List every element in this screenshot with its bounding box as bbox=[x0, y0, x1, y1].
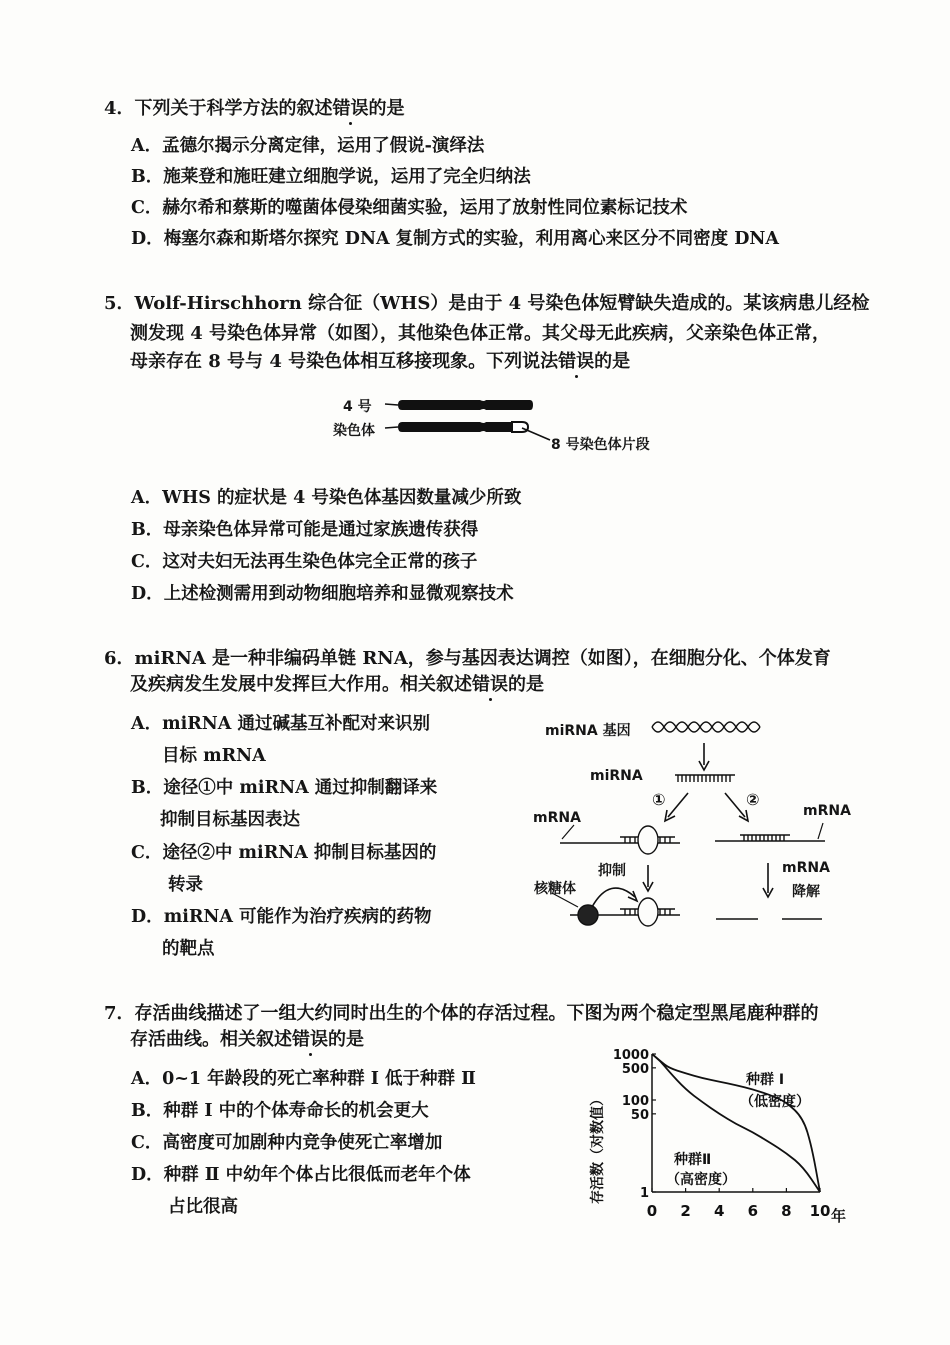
q6-stem bbox=[104, 646, 884, 698]
q5-stem-emph: 错误 bbox=[558, 351, 595, 372]
survival-chart bbox=[580, 1040, 860, 1230]
option-text: 赫尔希和蔡斯的噬菌体侵染细菌实验，运用了放射性同位素标记技术 bbox=[162, 198, 688, 218]
mrna-right-label: mRNA bbox=[803, 803, 851, 819]
option-letter: D． bbox=[131, 584, 164, 604]
q4-stem-text: 下列关于科学方法的叙述 bbox=[134, 98, 333, 119]
series-1-label-2: （低密度） bbox=[740, 1094, 810, 1110]
option-letter: D． bbox=[131, 907, 164, 927]
q6-line1-text: miRNA 是一种非编码单链 RNA，参与基因表达调控（如图），在细胞分化、个体发育 bbox=[134, 648, 831, 669]
q5-number: 5． bbox=[104, 293, 135, 314]
x-axis-unit: 年 bbox=[831, 1207, 847, 1225]
q6-line2-text: 及疾病发生发展中发挥巨大作用。相关叙述 bbox=[130, 674, 472, 695]
option-text: 这对夫妇无法再生染色体完全正常的孩子 bbox=[162, 552, 478, 572]
q7-option-a bbox=[131, 1067, 476, 1091]
q5-stem-line3 bbox=[104, 349, 874, 375]
arrow-path-1 bbox=[668, 793, 688, 817]
option-letter: A． bbox=[131, 714, 163, 734]
option-letter: C． bbox=[131, 1133, 163, 1153]
q7-option-c bbox=[131, 1131, 442, 1155]
y-tick-label: 50 bbox=[630, 1107, 649, 1123]
y-tick-label: 1 bbox=[639, 1186, 649, 1201]
label-pointer-top bbox=[385, 404, 398, 405]
series-2-label-2: （高密度） bbox=[666, 1172, 736, 1188]
option-text: 途径②中 miRNA 抑制目标基因的 bbox=[162, 843, 437, 863]
x-tick-label: 10 bbox=[809, 1202, 831, 1220]
mirna-strand bbox=[675, 775, 735, 782]
path-2-label: ② bbox=[746, 790, 760, 809]
q5-option-c bbox=[131, 550, 477, 574]
q6-option-c bbox=[131, 841, 436, 897]
x-tick-label: 4 bbox=[713, 1202, 725, 1220]
option-line-1 bbox=[131, 1163, 471, 1187]
ribosome-label: 核糖体 bbox=[534, 881, 576, 897]
option-text: 高密度可加剧种内竞争使死亡率增加 bbox=[162, 1133, 443, 1153]
option-text: miRNA 可能作为治疗疾病的药物 bbox=[163, 907, 432, 927]
q6-option-d bbox=[131, 905, 432, 961]
q7-option-b bbox=[131, 1099, 429, 1123]
label-pointer-bottom bbox=[385, 427, 398, 428]
option-line-2: 目标 mRNA bbox=[162, 746, 266, 766]
mirna-figure bbox=[530, 715, 860, 945]
option-line-1 bbox=[131, 776, 437, 800]
chromosome-figure bbox=[380, 390, 560, 450]
option-text: 0~1 年龄段的死亡率种群 Ⅰ 低于种群 Ⅱ bbox=[162, 1069, 476, 1089]
q4-stem-tail: 的是 bbox=[368, 98, 405, 119]
option-letter: D． bbox=[131, 1165, 164, 1185]
q7-line2-text: 存活曲线。相关叙述 bbox=[130, 1029, 292, 1050]
option-line-1 bbox=[131, 841, 436, 865]
mrna-left-complex bbox=[560, 825, 680, 854]
option-text: 种群 Ⅰ 中的个体寿命长的机会更大 bbox=[163, 1101, 429, 1121]
option-text: 梅塞尔森和斯塔尔探究 DNA 复制方式的实验，利用离心来区分不同密度 DNA bbox=[163, 229, 779, 249]
inhibit-label: 抑制 bbox=[598, 863, 626, 879]
q7-option-d bbox=[131, 1163, 471, 1219]
q5-stem-line2: 测发现 4 号染色体异常（如图），其他染色体正常。其父母无此疾病，父亲染色体正常， bbox=[130, 323, 831, 344]
q7-line1-text: 存活曲线描述了一组大约同时出生的个体的存活过程。下图为两个稳定型黑尾鹿种群的 bbox=[134, 1003, 819, 1024]
option-text: 母亲染色体异常可能是通过家族遗传获得 bbox=[163, 520, 479, 540]
q4-option-c bbox=[131, 196, 687, 220]
option-text: 施莱登和施旺建立细胞学说，运用了完全归纳法 bbox=[163, 167, 531, 187]
degrade-label-1: mRNA bbox=[782, 860, 830, 876]
chromosome-label-bottom: 染色体 bbox=[333, 423, 375, 439]
option-line-1 bbox=[131, 712, 430, 736]
series-2-label-1: 种群Ⅱ bbox=[674, 1152, 712, 1168]
q4-option-a bbox=[131, 134, 484, 158]
chromosome-label-top: 4 号 bbox=[343, 399, 372, 415]
x-tick-label: 0 bbox=[646, 1202, 658, 1220]
q5-option-d bbox=[131, 582, 514, 606]
q4-option-d bbox=[131, 227, 779, 251]
q6-stem-line1 bbox=[104, 646, 884, 672]
q7-number: 7． bbox=[104, 1003, 135, 1024]
series-1-label-1: 种群 Ⅰ bbox=[746, 1072, 785, 1088]
option-text: 种群 Ⅱ 中幼年个体占比很低而老年个体 bbox=[163, 1165, 471, 1185]
q5-stem-line1 bbox=[104, 291, 874, 317]
option-letter: C． bbox=[131, 843, 163, 863]
q5-stem bbox=[104, 291, 874, 375]
y-tick-label: 100 bbox=[621, 1094, 649, 1109]
fragment-label: 8 号染色体片段 bbox=[551, 437, 650, 453]
option-text: 途径①中 miRNA 通过抑制翻译来 bbox=[163, 778, 438, 798]
option-letter: A． bbox=[131, 136, 163, 156]
x-tick-label: 6 bbox=[747, 1202, 759, 1220]
option-text: 上述检测需用到动物细胞培养和显微观察技术 bbox=[163, 584, 514, 604]
y-tick-label: 1000 bbox=[612, 1048, 649, 1063]
q5-stem-tail: 的是 bbox=[594, 351, 631, 372]
option-letter: B． bbox=[131, 1101, 164, 1121]
path-1-label: ① bbox=[652, 790, 666, 809]
y-tick-label: 500 bbox=[621, 1061, 649, 1077]
q6-option-a bbox=[131, 712, 430, 768]
option-letter: A． bbox=[131, 488, 163, 508]
mirna-gene-label: miRNA 基因 bbox=[545, 723, 631, 739]
y-axis-label: 存活数（对数值） bbox=[590, 1092, 606, 1204]
q5-option-a bbox=[131, 486, 521, 510]
option-text: miRNA 通过碱基互补配对来识别 bbox=[162, 714, 430, 734]
q6-option-b bbox=[131, 776, 437, 832]
q7-stem-tail: 的是 bbox=[328, 1029, 364, 1050]
q7-stem-line1 bbox=[104, 1001, 884, 1027]
arrow-path-2 bbox=[725, 793, 745, 817]
option-line-1 bbox=[131, 905, 432, 929]
degrade-label-2: 降解 bbox=[792, 884, 820, 900]
option-letter: B． bbox=[131, 167, 164, 187]
q6-number: 6． bbox=[104, 648, 135, 669]
option-letter: C． bbox=[131, 198, 163, 218]
option-letter: A． bbox=[131, 1069, 163, 1089]
option-text: WHS 的症状是 4 号染色体基因数量减少所致 bbox=[162, 488, 522, 508]
q4-stem bbox=[104, 96, 405, 122]
mirna-gene-helix bbox=[652, 722, 760, 732]
mirna-label: miRNA bbox=[590, 768, 643, 784]
fragment-8 bbox=[512, 422, 528, 432]
chromosome-abnormal bbox=[398, 422, 512, 432]
x-tick-label: 2 bbox=[680, 1202, 691, 1220]
ribosome-complex bbox=[552, 893, 680, 926]
mrna-right-complex bbox=[715, 823, 825, 841]
q7-stem-emph: 错误 bbox=[292, 1029, 328, 1050]
q6-stem-emph: 错误 bbox=[472, 674, 508, 695]
option-letter: D． bbox=[131, 229, 164, 249]
q5-line1-text: Wolf-Hirschhorn 综合征（WHS）是由于 4 号染色体短臂缺失造成的。某该病患儿经检 bbox=[134, 293, 870, 314]
x-tick-label: 8 bbox=[781, 1202, 792, 1220]
q5-option-b bbox=[131, 518, 478, 542]
q6-stem-line2 bbox=[104, 672, 884, 698]
option-text: 孟德尔揭示分离定律，运用了假说-演绎法 bbox=[162, 136, 485, 156]
fragment-pointer bbox=[522, 428, 550, 440]
option-letter: B． bbox=[131, 520, 164, 540]
option-line-2: 占比很高 bbox=[168, 1197, 238, 1217]
option-line-2: 转录 bbox=[168, 875, 203, 895]
q6-stem-tail: 的是 bbox=[508, 674, 544, 695]
ribosome bbox=[578, 905, 598, 925]
option-letter: B． bbox=[131, 778, 164, 798]
option-letter: C． bbox=[131, 552, 163, 572]
mrna-left-label: mRNA bbox=[533, 810, 581, 826]
option-line-2: 抑制目标基因表达 bbox=[160, 810, 300, 830]
q5-line3-text: 母亲存在 8 号与 4 号染色体相互移接现象。下列说法 bbox=[130, 351, 559, 372]
chart-ticks bbox=[613, 1048, 831, 1220]
option-line-2: 的靶点 bbox=[162, 939, 215, 959]
q4-option-b bbox=[131, 165, 531, 189]
q4-stem-emph: 错误 bbox=[332, 98, 369, 119]
chromosome-normal bbox=[398, 400, 533, 410]
q4-number: 4． bbox=[104, 98, 135, 119]
